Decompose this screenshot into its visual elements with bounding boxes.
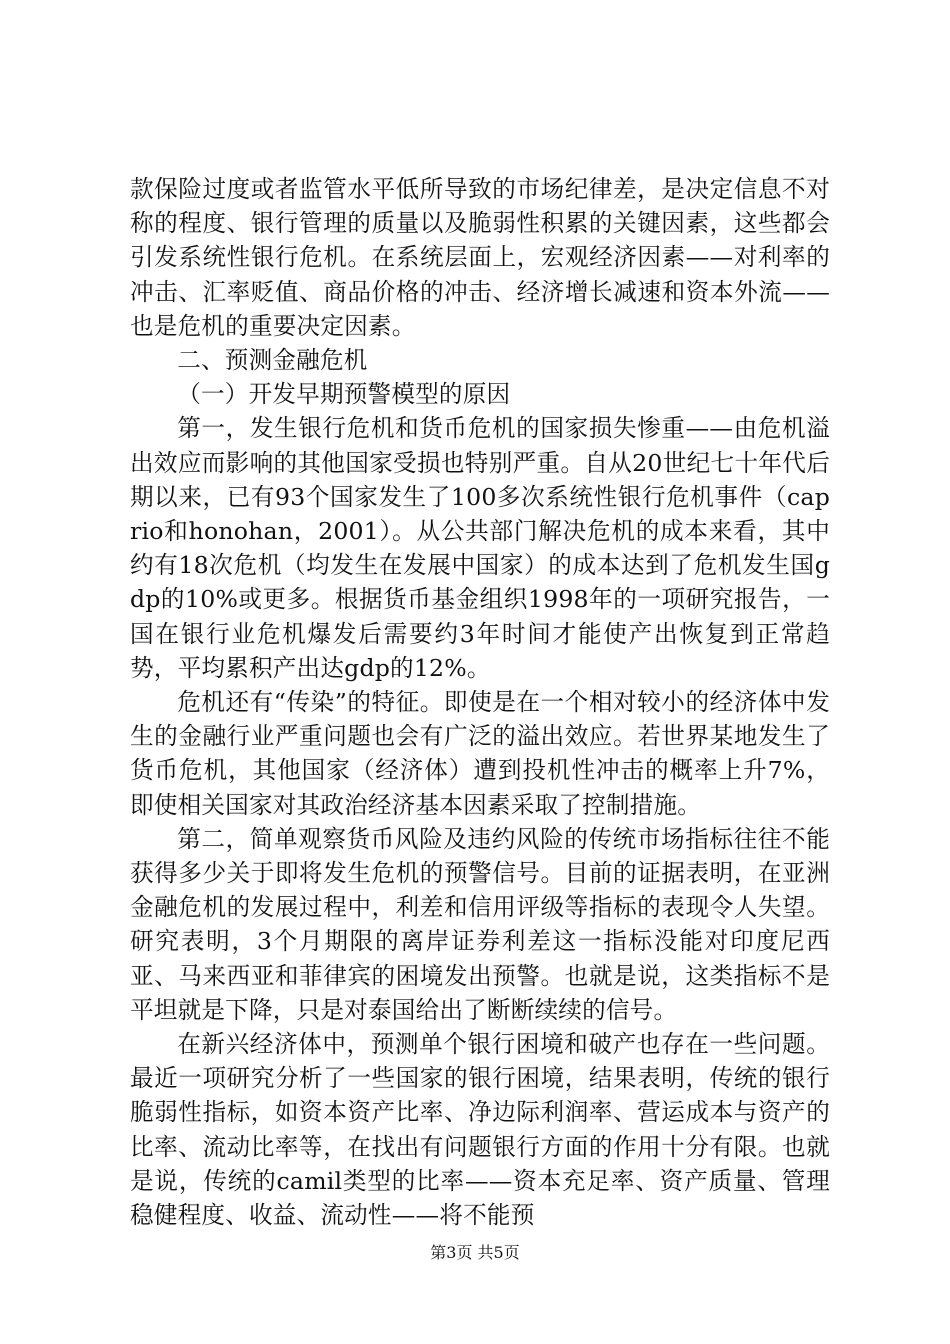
document-body (130, 172, 830, 1232)
section-heading: 二、预测金融危机 (177, 346, 368, 375)
paragraph: 危机还有“传染”的特征。即使是在一个相对较小的经济体中发生的金融行业严重问题也会有广泛的溢出效应。若世界某地发生了货币危机，其他国家（经济体）遭到投机性冲击的概率上升7%，即使相关国家对其政治经济基本因素采取了控制措施。 (130, 688, 830, 819)
page-number: 第3页 共5页 (430, 1243, 520, 1262)
paragraph: 第二，简单观察货币风险及违约风险的传统市场指标往往不能获得多少关于即将发生危机的预警信号。目前的证据表明，在亚洲金融危机的发展过程中，利差和信用评级等指标的表现令人失望。研究表明，3个月期限的离岸证券利差这一指标没能对印度尼西亚、马来西亚和菲律宾的困境发出预警。也就是说，这类指标不是平坦就是下降，只是对泰国给出了断断续续的信号。 (130, 824, 830, 1024)
page-footer (0, 1243, 950, 1263)
paragraph: 在新兴经济体中，预测单个银行困境和破产也存在一些问题。最近一项研究分析了一些国家的银行困境，结果表明，传统的银行脆弱性指标，如资本资产比率、净边际利润率、营运成本与资产的比率、流动比率等，在找出有问题银行方面的作用十分有限。也就是说，传统的camil类型的比率——资本充足率、资产质量、管理稳健程度、收益、流动性——将不能预 (130, 1030, 830, 1230)
subsection-heading: （一）开发早期预警模型的原因 (177, 380, 511, 409)
paragraph: 第一，发生银行危机和货币危机的国家损失惨重——由危机溢出效应而影响的其他国家受损也特别严重。自从20世纪七十年代后期以来，已有93个国家发生了100多次系统性银行危机事件（caprio和honohan，2001）。从公共部门解决危机的成本来看，其中约有18次危机（均发生在发展中国家）的成本达到了危机发生国gdp的10%或更多。根据货币基金组织1998年的一项研究报告，一国在银行业危机爆发后需要约3年时间才能使产出恢复到正常趋势，平均累积产出达gdp的12%。 (130, 414, 830, 682)
paragraph-continuation: 款保险过度或者监管水平低所导致的市场纪律差，是决定信息不对称的程度、银行管理的质量以及脆弱性积累的关键因素，这些都会引发系统性银行危机。在系统层面上，宏观经济因素——对利率的冲击、汇率贬值、商品价格的冲击、经济增长减速和资本外流——也是危机的重要决定因素。 (130, 175, 830, 340)
